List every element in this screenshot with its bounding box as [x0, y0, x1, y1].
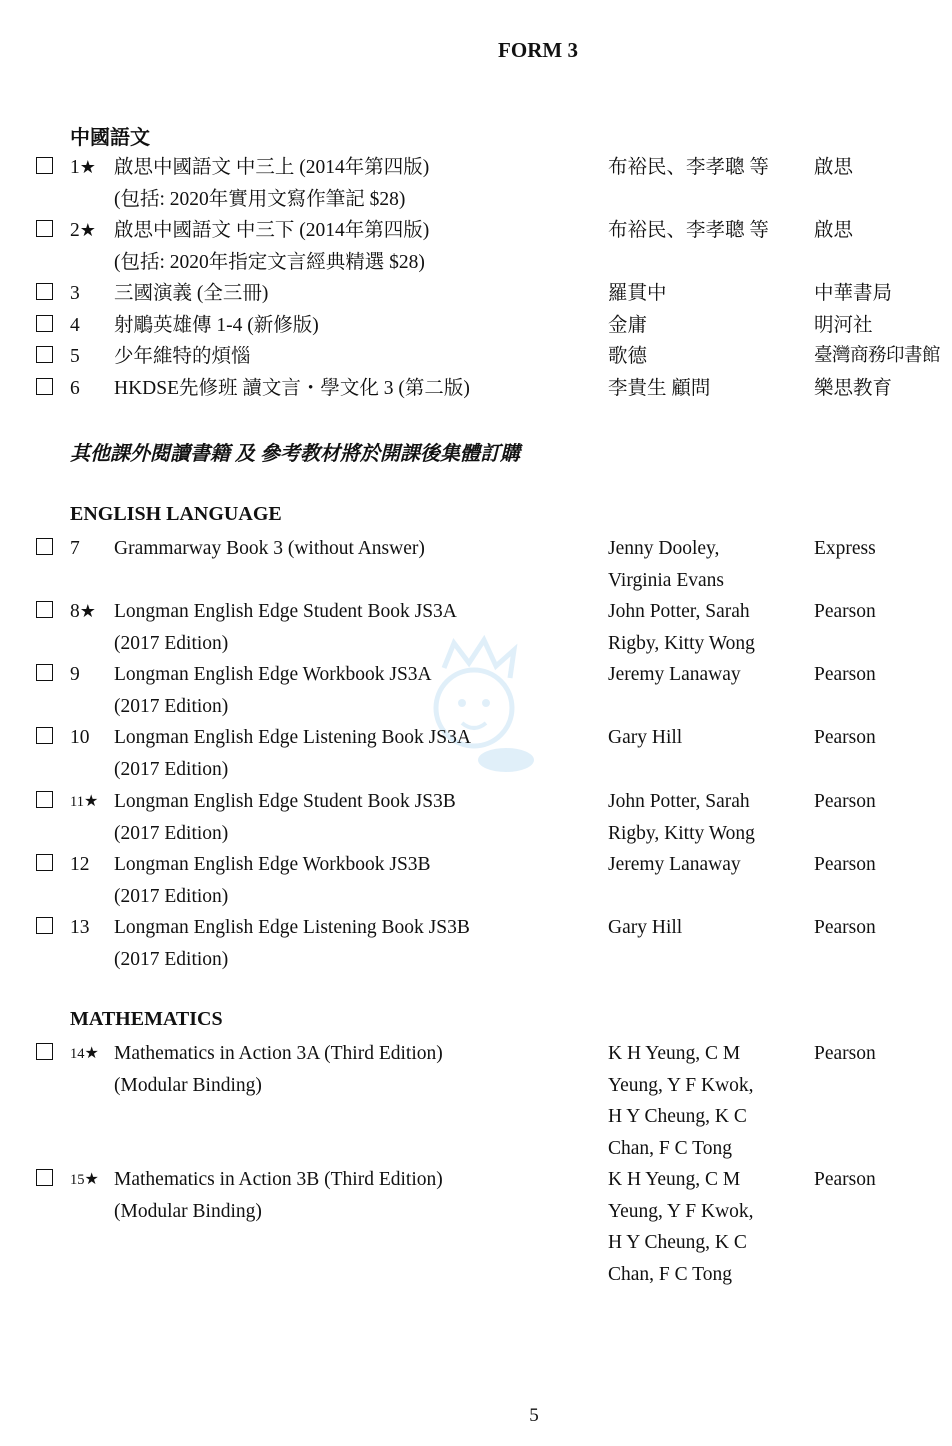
book-title: 少年維特的煩惱 — [114, 346, 251, 367]
book-title: Longman English Edge Listening Book JS3A (2017 Edition) — [114, 727, 471, 780]
book-publisher: 明河社 — [814, 315, 873, 336]
book-publisher: Pearson — [814, 917, 876, 938]
item-number: 15★ — [70, 1171, 99, 1188]
book-publisher: Pearson — [814, 727, 876, 748]
order-checkbox[interactable] — [36, 601, 53, 618]
book-title: Longman English Edge Workbook JS3A (2017 Edition) — [114, 664, 432, 717]
order-checkbox[interactable] — [36, 791, 53, 808]
book-author: Gary Hill — [608, 917, 683, 938]
book-publisher: Pearson — [814, 1169, 876, 1190]
book-author: Jeremy Lanaway — [608, 664, 741, 685]
book-publisher: 中華書局 — [814, 283, 893, 304]
section-heading-chinese: 中國語文 — [70, 127, 150, 149]
required-star-icon: ★ — [84, 1045, 99, 1062]
book-author: K H Yeung, C M Yeung, Y F Kwok, H Y Cheung, K C Chan, F C Tong — [608, 1169, 754, 1285]
book-title: Longman English Edge Workbook JS3B (2017 Edition) — [114, 854, 431, 907]
order-checkbox[interactable] — [36, 917, 53, 934]
book-title: Mathematics in Action 3A (Third Edition) (Modular Binding) — [114, 1043, 443, 1096]
item-number: 9 — [70, 664, 80, 685]
book-title: 三國演義 (全三冊) — [114, 283, 269, 304]
book-author: John Potter, Sarah Rigby, Kitty Wong — [608, 791, 755, 844]
book-publisher: 啟思 — [814, 220, 854, 241]
order-checkbox[interactable] — [36, 315, 53, 332]
book-author: 李貴生 顧問 — [608, 378, 711, 399]
book-publisher: Pearson — [814, 854, 876, 875]
book-publisher: Pearson — [814, 601, 876, 622]
order-checkbox[interactable] — [36, 1169, 53, 1186]
book-author: John Potter, Sarah Rigby, Kitty Wong — [608, 601, 755, 654]
section-heading-english: ENGLISH LANGUAGE — [70, 503, 282, 525]
chinese-section-note: 其他課外閱讀書籍 及 參考教材將於開課後集體訂購 — [70, 443, 520, 465]
book-publisher: 啟思 — [814, 157, 854, 178]
book-publisher: 臺灣商務印書館 — [814, 346, 941, 366]
book-title: Longman English Edge Student Book JS3A (2017 Edition) — [114, 601, 457, 654]
book-author: 歌德 — [608, 346, 648, 367]
page-number: 5 — [529, 1405, 539, 1426]
order-checkbox[interactable] — [36, 346, 53, 363]
book-author: 金庸 — [608, 315, 648, 336]
item-number: 6 — [70, 378, 80, 399]
book-author: 羅貫中 — [608, 283, 667, 304]
book-author: 布裕民、李孝聰 等 — [608, 220, 769, 241]
book-title: 啟思中國語文 中三上 (2014年第四版) (包括: 2020年實用文寫作筆記 $28) — [114, 157, 430, 210]
book-author: Gary Hill — [608, 727, 683, 748]
item-number: 12 — [70, 854, 90, 875]
order-checkbox[interactable] — [36, 157, 53, 174]
order-checkbox[interactable] — [36, 727, 53, 744]
page-title: FORM 3 — [498, 38, 578, 62]
required-star-icon: ★ — [79, 601, 96, 621]
item-number: 11★ — [70, 793, 99, 810]
book-publisher: Pearson — [814, 1043, 876, 1064]
item-number: 14★ — [70, 1045, 99, 1062]
item-number: 13 — [70, 917, 90, 938]
order-checkbox[interactable] — [36, 1043, 53, 1060]
item-number: 3 — [70, 283, 80, 304]
order-checkbox[interactable] — [36, 283, 53, 300]
order-checkbox[interactable] — [36, 538, 53, 555]
book-author: Jenny Dooley, Virginia Evans — [608, 538, 724, 591]
item-number: 5 — [70, 346, 80, 367]
item-number: 10 — [70, 727, 90, 748]
book-title: Longman English Edge Listening Book JS3B (2017 Edition) — [114, 917, 470, 970]
book-title: HKDSE先修班 讀文言・學文化 3 (第二版) — [114, 378, 470, 399]
book-author: 布裕民、李孝聰 等 — [608, 157, 769, 178]
item-number: 7 — [70, 538, 80, 559]
book-title: Longman English Edge Student Book JS3B (2017 Edition) — [114, 791, 456, 844]
order-checkbox[interactable] — [36, 220, 53, 237]
required-star-icon: ★ — [79, 157, 96, 177]
book-title: 射鵰英雄傳 1-4 (新修版) — [114, 315, 319, 336]
book-title: 啟思中國語文 中三下 (2014年第四版) (包括: 2020年指定文言經典精選 $28) — [114, 220, 430, 273]
order-checkbox[interactable] — [36, 854, 53, 871]
required-star-icon: ★ — [83, 793, 99, 810]
order-checkbox[interactable] — [36, 664, 53, 681]
book-publisher: Pearson — [814, 791, 876, 812]
item-number: 4 — [70, 315, 80, 336]
book-publisher: Pearson — [814, 664, 876, 685]
book-publisher: 樂思教育 — [814, 378, 893, 399]
item-number: 2★ — [70, 220, 96, 241]
book-author: Jeremy Lanaway — [608, 854, 741, 875]
required-star-icon: ★ — [79, 220, 96, 240]
book-title: Grammarway Book 3 (without Answer) — [114, 538, 425, 559]
section-heading-math: MATHEMATICS — [70, 1008, 223, 1030]
item-number: 1★ — [70, 157, 96, 178]
order-checkbox[interactable] — [36, 378, 53, 395]
book-title: Mathematics in Action 3B (Third Edition) (Modular Binding) — [114, 1169, 443, 1222]
book-publisher: Express — [814, 538, 876, 559]
item-number: 8★ — [70, 601, 96, 622]
required-star-icon: ★ — [84, 1171, 99, 1188]
book-author: K H Yeung, C M Yeung, Y F Kwok, H Y Cheung, K C Chan, F C Tong — [608, 1043, 754, 1159]
